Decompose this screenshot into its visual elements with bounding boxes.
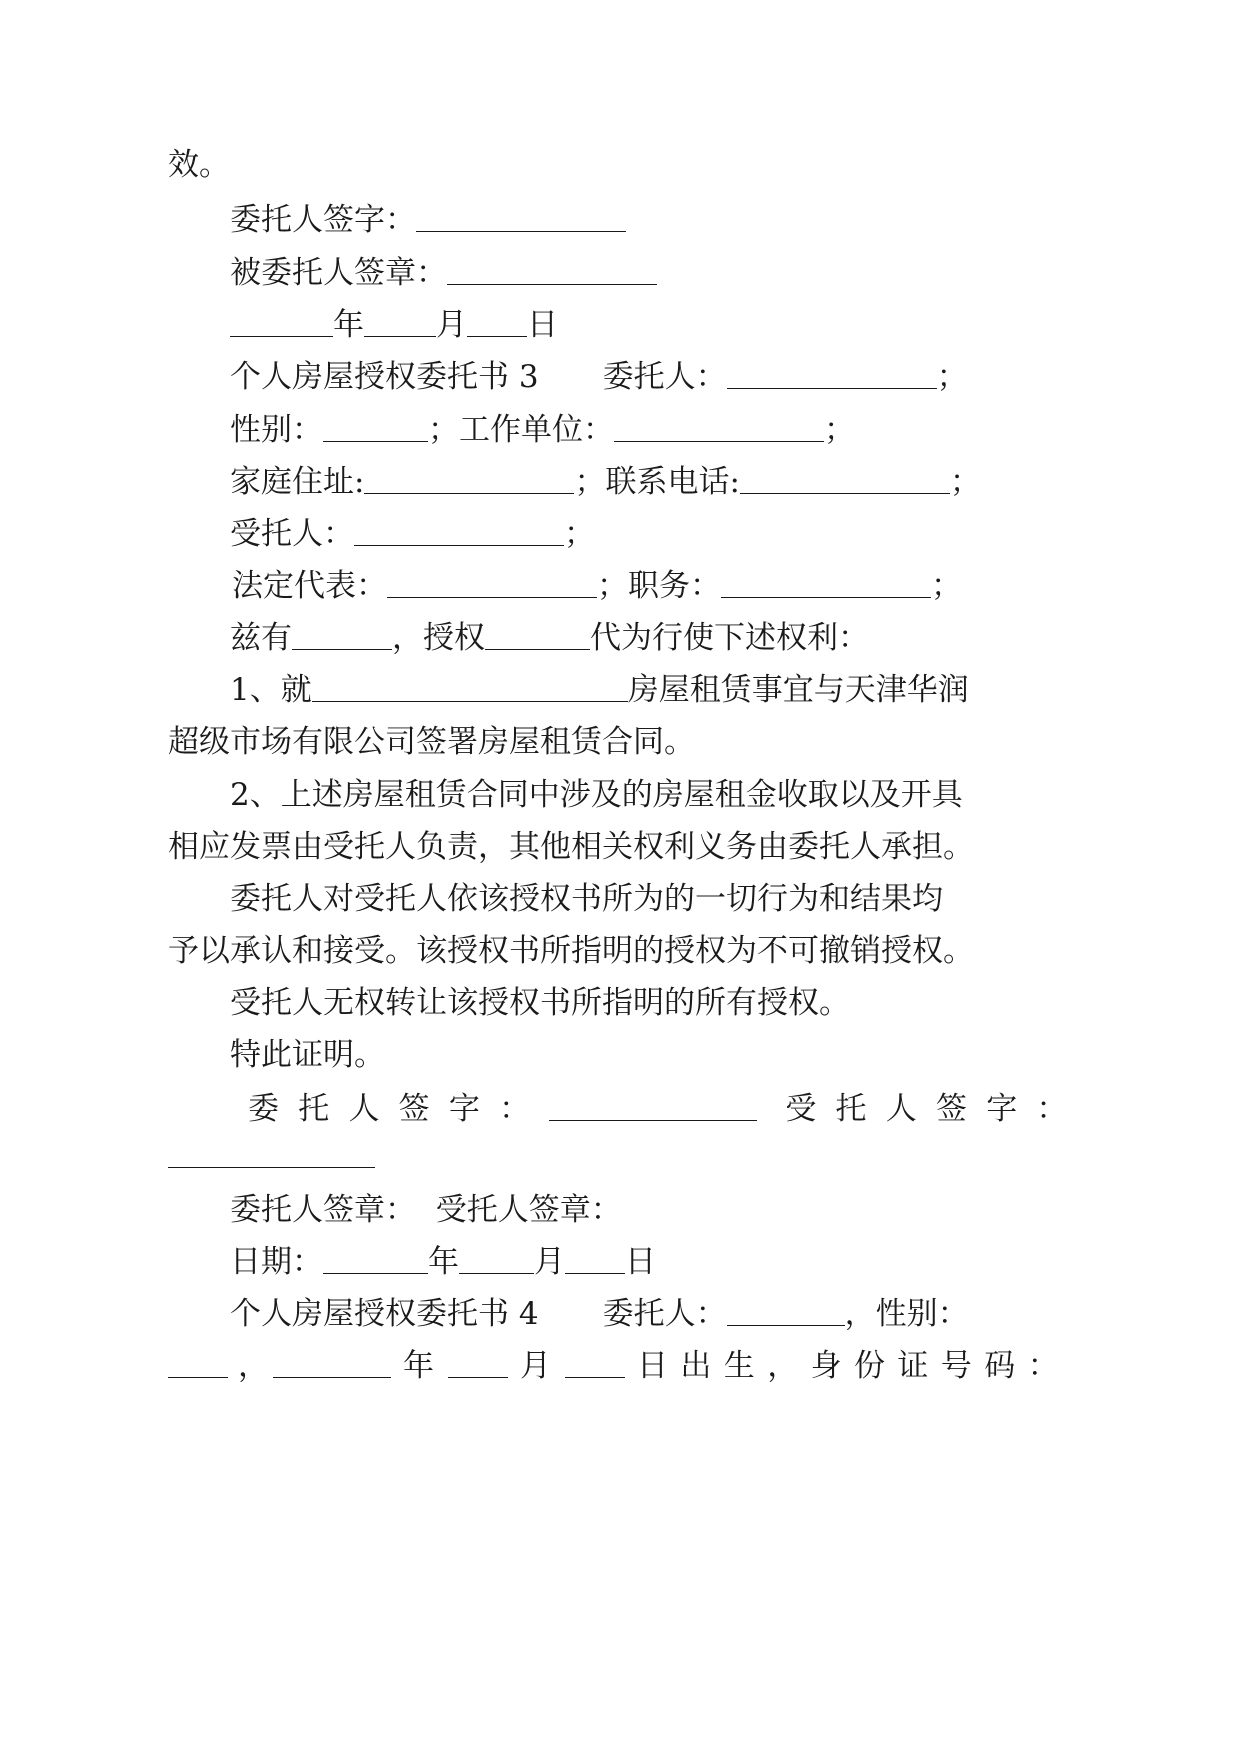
punctuation: ； [564,516,595,552]
line-text: 相应发票由受托人负责，其他相关权利义务由委托人承担。 [168,829,974,865]
fill-blank [168,1376,228,1378]
line-text: 日出生，身份证号码： [637,1348,1071,1384]
field-label: 受托人： [230,516,354,552]
text-line [230,879,943,919]
agent-line [230,514,595,554]
field-label: 家庭住址: [230,464,365,500]
clause-1-line [230,670,969,710]
authorization-line [230,618,869,658]
punctuation: ； [824,412,855,448]
month-label: 月 [534,1244,565,1280]
field-label: 被委托人签章： [230,255,447,291]
month-label: 月 [520,1348,551,1384]
principal-signature-line [230,200,626,240]
field-label: 受托人签字： [785,1091,1087,1127]
field-label: 性别： [230,412,323,448]
address-phone-line [230,462,981,502]
field-label: 日期： [230,1244,323,1280]
line-text: 1、就 [230,672,312,708]
field-label: 法定代表： [232,568,387,604]
date-line [230,1242,656,1282]
fill-blank [727,387,937,389]
month-label: 月 [436,307,467,343]
line-text: 2、上述房屋租赁合同中涉及的房屋租金收取以及开具 [230,777,963,813]
fill-blank [448,1376,508,1378]
line-text: 特此证明。 [230,1037,385,1073]
text-line [168,827,974,867]
fill-blank [354,544,564,546]
line-text: 予以承认和接受。该授权书所指明的授权为不可撤销授权。 [168,933,974,969]
fill-blank [312,700,628,702]
field-label: 委托人签字： [230,202,416,238]
fill-blank [740,492,950,494]
section-title: 个人房屋授权委托书 3 [230,359,539,395]
text-line [230,1035,385,1075]
fill-blank [292,648,392,650]
field-label: ，性别： [844,1296,969,1332]
agent-seal-line [230,253,657,293]
field-label: ；职务： [597,568,721,604]
line-text: 委托人签章： 受托人签章： [230,1192,622,1228]
fill-blank [447,283,657,285]
punctuation: ； [936,359,968,395]
seals-line [230,1190,622,1230]
date-line [230,305,558,345]
day-label: 日 [625,1244,656,1280]
fill-blank [364,492,574,494]
field-label: 委托人： [602,359,727,395]
year-label: 年 [333,307,364,343]
line-text: 房屋租赁事宜与天津华润 [627,672,969,708]
line-text: 受托人无权转让该授权书所指明的所有授权。 [230,985,850,1021]
year-label: 年 [403,1348,434,1384]
line-text: 代为行使下述权利： [590,620,869,656]
fill-blank [565,1376,625,1378]
line-text: 委托人对受托人依该授权书所为的一切行为和结果均 [230,881,943,917]
fill-blank [721,596,931,598]
text-line [168,145,230,185]
text-line [230,983,850,1023]
line-text: 兹有 [230,620,292,656]
field-label: 委托人： [602,1296,727,1332]
birth-id-line [168,1346,1071,1386]
fill-blank [273,1376,391,1378]
text-line [168,722,695,762]
fill-blank [230,335,333,337]
year-label: 年 [428,1244,459,1280]
line-text: 效。 [168,147,230,183]
line-text: ，授权 [392,620,485,656]
field-label: 委托人签字： [248,1091,550,1127]
fill-blank [549,1119,757,1121]
fill-blank [387,596,597,598]
section-title: 个人房屋授权委托书 4 [230,1296,539,1332]
fill-blank [323,440,428,442]
fill-blank [614,440,824,442]
fill-blank [467,335,527,337]
day-label: 日 [527,307,558,343]
fill-blank [416,230,626,232]
field-label: ；工作单位： [428,412,614,448]
punctuation: ， [238,1348,269,1384]
clause-2-line [230,775,963,815]
fill-blank [485,648,590,650]
field-label: ；联系电话: [574,464,740,500]
signatures-line [248,1089,1087,1129]
section-title-line [230,1294,969,1334]
fill-blank [565,1272,625,1274]
fill-blank [168,1167,375,1168]
line-text: 超级市场有限公司签署房屋租赁合同。 [168,724,695,760]
fill-blank [364,335,436,337]
text-line [168,931,974,971]
representative-line [232,566,962,606]
section-title-line [230,357,968,397]
fill-blank [727,1324,845,1326]
fill-blank [459,1272,534,1274]
gender-employer-line [230,410,855,450]
punctuation: ； [931,568,962,604]
fill-blank [323,1272,428,1274]
punctuation: ； [949,464,981,500]
